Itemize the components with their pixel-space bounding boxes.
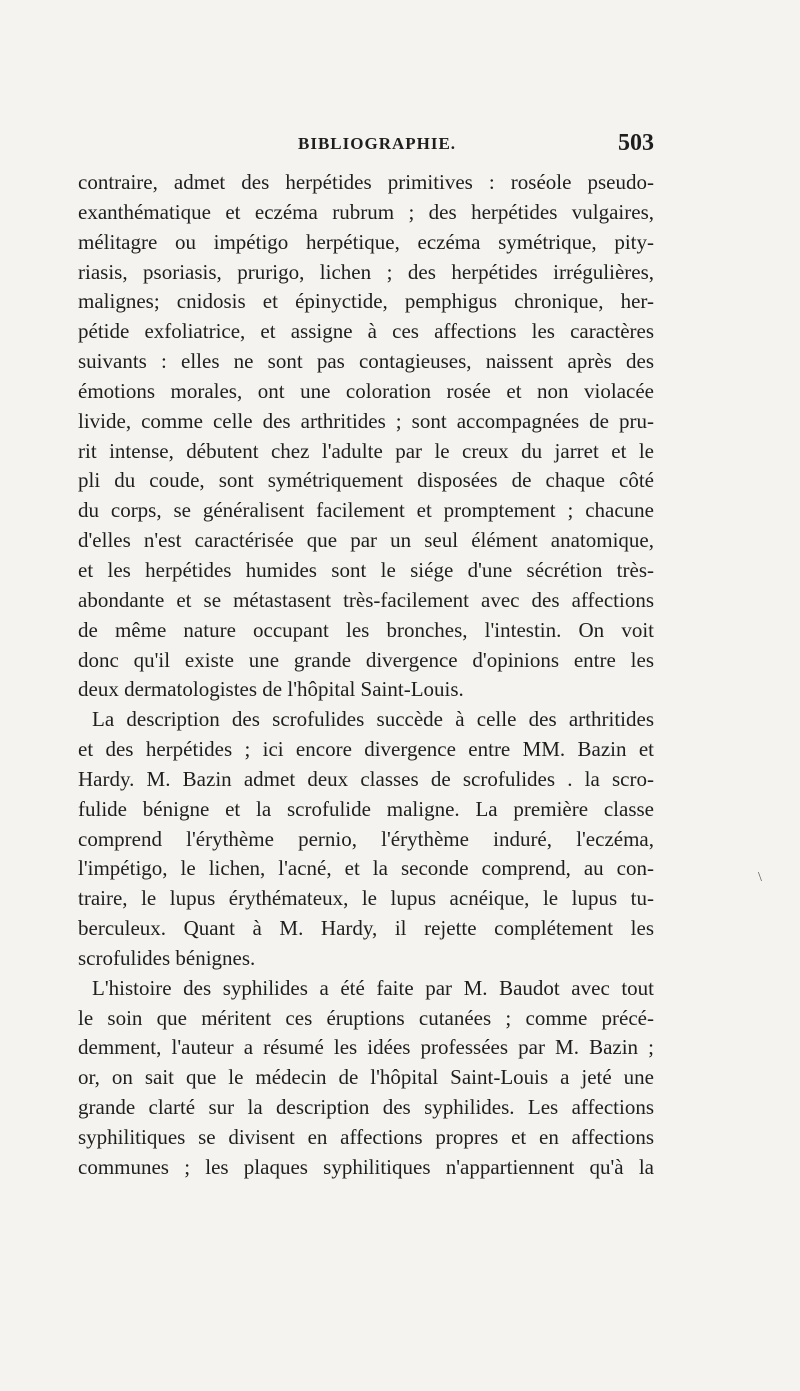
text-line: contraire, admet des herpétides primitives : roséole pseudo-	[78, 170, 654, 194]
page-number: 503	[618, 130, 654, 156]
text-line: du corps, se généralisent facilement et promptement ; chacune	[78, 498, 654, 523]
text-line: de même nature occupant les bronches, l'intestin. On voit	[78, 617, 654, 642]
text-line: fulide bénigne et la scrofulide maligne. La première classe	[78, 796, 654, 821]
text-line: livide, comme celle des arthritides ; sont accompagnées de pru-	[78, 408, 654, 433]
text-line: scrofulides bénignes.	[78, 945, 256, 970]
text-line: demment, l'auteur a résumé les idées professées par M. Bazin ;	[78, 1035, 654, 1060]
paragraph-start-line: L'histoire des syphilides a été faite par M. Baudot avec tout	[92, 975, 654, 1000]
text-line: grande clarté sur la description des syphilides. Les affections	[78, 1095, 654, 1120]
text-line: suivants : elles ne sont pas contagieuses, naissent après des	[78, 349, 654, 374]
text-line: Hardy. M. Bazin admet deux classes de scrofulides . la scro-	[78, 766, 654, 791]
margin-mark: \	[758, 870, 762, 885]
text-line: l'impétigo, le lichen, l'acné, et la seconde comprend, au con-	[78, 856, 654, 881]
text-line: pétide exfoliatrice, et assigne à ces affections les caractères	[78, 319, 654, 344]
text-line: le soin que méritent ces éruptions cutanées ; comme précé-	[78, 1005, 654, 1030]
text-line: communes ; les plaques syphilitiques n'appartiennent qu'à la	[78, 1154, 654, 1179]
text-line: d'elles n'est caractérisée que par un seul élément anatomique,	[78, 528, 654, 553]
text-line: donc qu'il existe une grande divergence d'opinions entre les	[78, 647, 654, 672]
text-line: abondante et se métastasent très-facilement avec des affections	[78, 587, 654, 612]
text-line: berculeux. Quant à M. Hardy, il rejette complétement les	[78, 916, 654, 941]
paragraph-start-line: La description des scrofulides succède à celle des arthritides	[92, 707, 654, 732]
running-title: BIBLIOGRAPHIE.	[298, 134, 457, 153]
text-line: riasis, psoriasis, prurigo, lichen ; des herpétides irrégulières,	[78, 259, 654, 284]
text-line: syphilitiques se divisent en affections propres et en affections	[78, 1125, 654, 1149]
text-line: traire, le lupus érythémateux, le lupus acnéique, le lupus tu-	[78, 886, 654, 911]
text-line: émotions morales, ont une coloration rosée et non violacée	[78, 378, 654, 403]
text-line: pli du coude, sont symétriquement disposées de chaque côté	[78, 468, 654, 493]
body-text	[78, 168, 654, 1183]
text-line: rit intense, débutent chez l'adulte par le creux du jarret et le	[78, 438, 654, 463]
text-line: comprend l'érythème pernio, l'érythème induré, l'eczéma,	[78, 826, 654, 851]
text-line: malignes; cnidosis et épinyctide, pemphigus chronique, her-	[78, 289, 654, 314]
text-line: or, on sait que le médecin de l'hôpital Saint-Louis a jeté une	[78, 1065, 654, 1090]
running-head	[78, 130, 654, 162]
text-line: exanthématique et eczéma rubrum ; des herpétides vulgaires,	[78, 199, 654, 224]
text-line: et les herpétides humides sont le siége d'une sécrétion très-	[78, 557, 654, 582]
text-line: mélitagre ou impétigo herpétique, eczéma symétrique, pity-	[78, 229, 654, 254]
text-line: et des herpétides ; ici encore divergence entre MM. Bazin et	[78, 737, 654, 762]
text-line: deux dermatologistes de l'hôpital Saint-Louis.	[78, 677, 464, 702]
